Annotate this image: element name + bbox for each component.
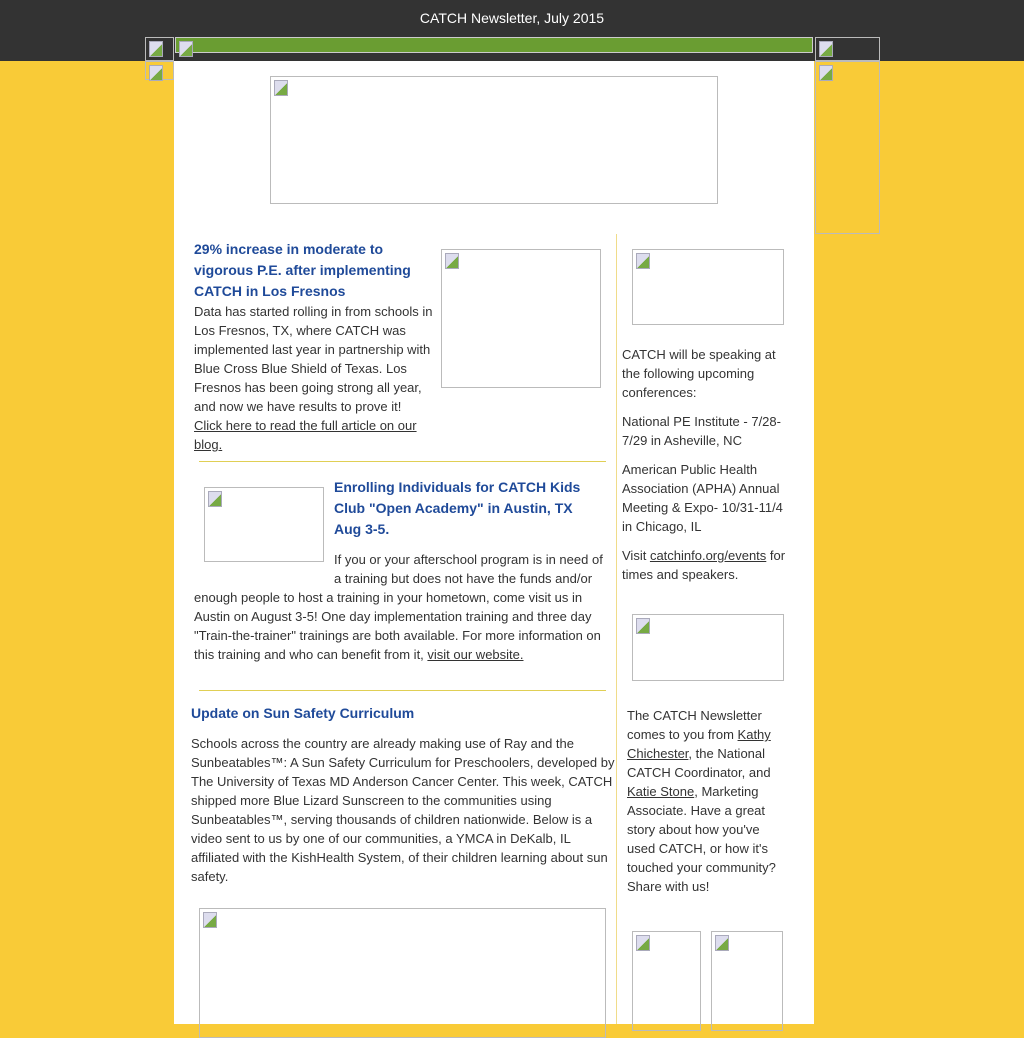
sidebar-intro: CATCH will be speaking at the following upcoming conferences: xyxy=(622,347,776,400)
broken-image-icon xyxy=(176,38,196,52)
visit-suffix: for times and speakers. xyxy=(622,548,786,582)
divider xyxy=(199,690,606,691)
broken-image-icon xyxy=(815,61,880,234)
katie-link[interactable]: Katie Stone xyxy=(627,784,695,799)
kathy-link[interactable]: Kathy Chichester xyxy=(627,727,771,761)
article-heading: 29% increase in moderate to vigorous P.E. after implementing CATCH in Los Fresnos xyxy=(194,241,411,299)
social-image[interactable] xyxy=(632,931,701,1031)
article-text: Data has started rolling in from schools in Los Fresnos, TX, where CATCH was implemented last year in partnership with Blue Cross Blue Shield of Texas. Los Fresnos has been going strong all year, and now we have results to prove it! xyxy=(194,304,433,414)
sidebar-image xyxy=(632,249,784,325)
credits-text xyxy=(627,706,782,896)
social-image[interactable] xyxy=(711,931,783,1031)
article-body xyxy=(194,550,612,664)
broken-image-icon xyxy=(815,37,880,61)
column-divider xyxy=(616,234,617,1024)
article-body xyxy=(194,302,439,454)
credits-part: , Marketing Associate. Have a great story about how you've used CATCH, or how it's touched your community? Share with us! xyxy=(627,784,776,894)
banner-image xyxy=(175,37,813,53)
article-image xyxy=(441,249,601,388)
website-link[interactable]: visit our website. xyxy=(427,647,524,662)
video-thumbnail[interactable] xyxy=(199,908,606,1038)
article-text: If you or your afterschool program is in need of a training but does not have the funds and/or enough people to host a training in your hometown, come visit us in Austin on August 3-5! One day implementation training and three day "Train-the-trainer" trainings are both available. For more information on this training and who can benefit from it, xyxy=(194,552,603,662)
broken-image-icon xyxy=(145,61,174,80)
credits-part: The CATCH Newsletter comes to you from xyxy=(627,708,762,742)
article-heading: Update on Sun Safety Curriculum xyxy=(191,705,415,721)
newsletter-title: CATCH Newsletter, July 2015 xyxy=(419,10,605,26)
logo-image xyxy=(270,76,718,204)
credits-part: , the National CATCH Coordinator, and xyxy=(627,746,771,780)
event-item: American Public Health Association (APHA) Annual Meeting & Expo- 10/31-11/4 in Chicago, IL xyxy=(622,462,783,534)
article-heading: Enrolling Individuals for CATCH Kids Club "Open Academy" in Austin, TX Aug 3-5. xyxy=(334,479,581,537)
divider xyxy=(199,461,606,462)
sidebar-image xyxy=(632,614,784,681)
broken-image-icon xyxy=(145,37,174,61)
visit-prefix: Visit xyxy=(622,548,650,563)
article-body: Schools across the country are already making use of Ray and the Sunbeatables™: A Sun Safety Curriculum for Preschoolers, developed by The University of Texas MD Anderson Cancer Center. This week, CATCH shipped more Blue Lizard Sunscreen to the communities using Sunbeatables™, serving thousands of children nationwide. Below is a video sent to us by one of our communities, a YMCA in DeKalb, IL affiliated with the KishHealth System, of their children learning about sun safety. xyxy=(191,736,615,884)
visit-text xyxy=(622,546,794,584)
blog-link[interactable]: Click here to read the full article on our blog. xyxy=(194,418,417,452)
event-item: National PE Institute - 7/28-7/29 in Asheville, NC xyxy=(622,414,781,448)
events-link[interactable]: catchinfo.org/events xyxy=(649,548,767,563)
float-spacer xyxy=(194,550,334,588)
